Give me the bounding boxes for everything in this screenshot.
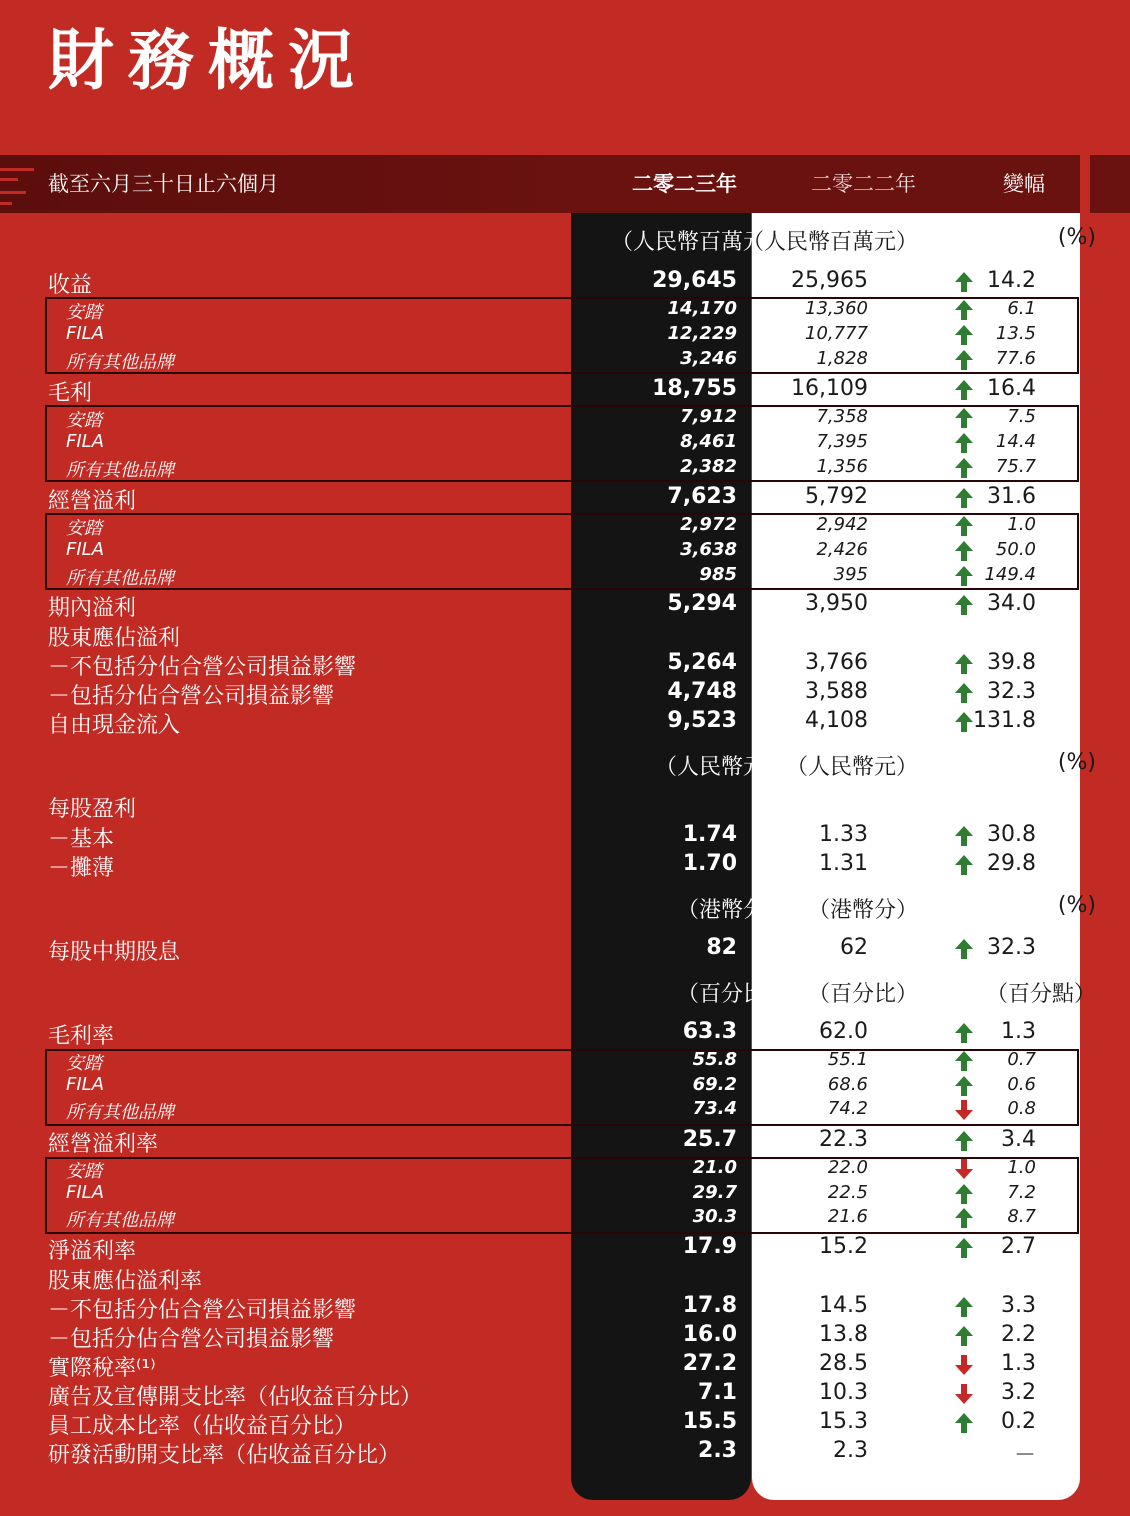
value-change: 3.2 [1001,1380,1036,1405]
row-label: －不包括分佔合營公司損益影響 [48,655,357,680]
row-label: －包括分佔合營公司損益影響 [48,1327,335,1352]
row-label: FILA [66,1182,105,1203]
row-label: 經營溢利率 [48,1132,159,1157]
brand-breakdown-box [45,1157,1079,1234]
row-label: －包括分佔合營公司損益影響 [48,684,335,709]
brand-breakdown-box [45,297,1079,374]
arrow-up-icon [955,1131,973,1155]
value-change: 7.5 [1007,406,1036,427]
value-2023: 2,382 [680,456,737,477]
value-change: 30.8 [987,822,1036,847]
row-label: 員工成本比率（佔收益百分比） [48,1414,357,1439]
table-row [0,1438,1080,1466]
value-2022: 7,395 [816,431,868,452]
row-label: 安踏 [66,518,102,539]
value-change: 75.7 [995,456,1036,477]
value-2022: 22.5 [827,1182,868,1203]
unit-label-y2022: （人民幣百萬元） [741,230,918,255]
value-2023: 2,972 [680,514,737,535]
row-label: FILA [66,539,105,560]
value-2022: 2,942 [816,514,868,535]
row-label: 安踏 [66,302,102,323]
arrow-up-icon [955,1413,973,1437]
value-2023: 4,748 [667,679,737,704]
value-2023: 16.0 [682,1322,737,1347]
value-change: 1.3 [1001,1351,1036,1376]
row-label: 安踏 [66,1161,102,1182]
value-2023: 3,246 [680,348,737,369]
value-change: 16.4 [987,376,1036,401]
value-change: 29.8 [987,851,1036,876]
value-2023: 17.8 [682,1293,737,1318]
value-2022: 1.31 [819,851,868,876]
arrow-up-icon [955,272,973,296]
unit-label-change: (%) [1057,750,1096,775]
value-2023: 7,912 [680,406,737,427]
value-change: 1.3 [1001,1019,1036,1044]
row-label: －不包括分佔合營公司損益影響 [48,1298,357,1323]
table-row [0,1351,1080,1379]
value-2023: 21.0 [692,1157,737,1178]
header-band-stub [1090,155,1130,213]
value-2022: 13,360 [805,298,868,319]
page-title: 財務概況 [48,22,368,99]
table-row [0,376,1080,404]
table-row [0,621,1080,649]
value-2023: 18,755 [652,376,737,401]
value-change: 3.3 [1001,1293,1036,1318]
value-2023: 1.74 [682,822,737,847]
value-2022: 55.1 [827,1049,868,1070]
arrow-up-icon [955,855,973,879]
table-row [0,1322,1080,1350]
row-label: 毛利率 [48,1024,115,1049]
unit-label-y2023: （人民幣百萬元） [610,230,787,255]
value-2022: 15.2 [819,1234,868,1259]
value-change: 1.0 [1007,1157,1036,1178]
value-change: 0.7 [1007,1049,1036,1070]
row-label: 每股盈利 [48,797,137,822]
value-2023: 5,264 [667,650,737,675]
value-2022: 28.5 [819,1351,868,1376]
value-2023: 55.8 [692,1049,737,1070]
table-row [0,650,1080,678]
value-change: 1.0 [1007,514,1036,535]
row-label: 毛利 [48,381,93,406]
brush-stroke [0,191,26,194]
value-2023: 29,645 [652,268,737,293]
arrow-up-icon [955,826,973,850]
value-2022: 10.3 [819,1380,868,1405]
table-row [0,1127,1080,1155]
value-2023: 82 [706,935,737,960]
table-row [0,1409,1080,1437]
value-2022: 74.2 [827,1098,868,1119]
brand-breakdown-box [45,513,1079,590]
value-2023: 5,294 [667,591,737,616]
arrow-up-icon [955,1238,973,1262]
value-change: 39.8 [987,650,1036,675]
row-label: －基本 [48,827,115,852]
arrow-up-icon [955,1297,973,1321]
row-label: FILA [66,1074,105,1095]
value-2022: 2.3 [833,1438,868,1463]
value-change: 50.0 [995,539,1036,560]
arrow-up-icon [955,1326,973,1350]
value-2023: 73.4 [692,1098,737,1119]
value-change: 2.2 [1001,1322,1036,1347]
value-2022: 13.8 [819,1322,868,1347]
value-2023: 985 [699,564,737,585]
brush-stroke [0,168,34,171]
value-2022: 4,108 [805,708,868,733]
value-change: 14.2 [987,268,1036,293]
table-row [0,679,1080,707]
arrow-up-icon [955,654,973,678]
row-label: 每股中期股息 [48,940,181,965]
value-2022: 1,828 [816,348,868,369]
value-2023: 17.9 [682,1234,737,1259]
table-row [0,708,1080,736]
value-2022: 14.5 [819,1293,868,1318]
row-label: －攤薄 [48,856,115,881]
value-2023: 30.3 [692,1206,737,1227]
value-2022: 22.0 [827,1157,868,1178]
value-2022: 22.3 [819,1127,868,1152]
table-row [0,822,1080,850]
value-2023: 27.2 [682,1351,737,1376]
value-2023: 8,461 [680,431,737,452]
row-label: 淨溢利率 [48,1239,137,1264]
value-change: 149.4 [984,564,1036,585]
arrow-up-icon [955,939,973,963]
value-change: 14.4 [995,431,1036,452]
arrow-down-icon [955,1355,973,1379]
value-2022: 395 [833,564,868,585]
row-label: 股東應佔溢利率 [48,1269,203,1294]
row-label: 研發活動開支比率（佔收益百分比） [48,1443,401,1468]
row-label: 安踏 [66,410,102,431]
value-2023: 1.70 [682,851,737,876]
unit-label-y2022: （港幣分） [807,898,918,923]
table-row [0,484,1080,512]
unit-label-change: (%) [1057,225,1096,250]
row-label: 所有其他品牌 [66,352,174,373]
unit-label-change: (%) [1057,893,1096,918]
value-change: 77.6 [995,348,1036,369]
value-2023: 12,229 [667,323,737,344]
unit-label-y2023: （百分比） [676,982,787,1007]
value-2023: 7.1 [698,1380,737,1405]
value-2023: 15.5 [682,1409,737,1434]
row-label: 所有其他品牌 [66,1102,174,1123]
table-row [0,792,1080,820]
row-label: 廣告及宣傳開支比率（佔收益百分比） [48,1385,423,1410]
value-2022: 25,965 [791,268,868,293]
value-2023: 69.2 [692,1074,737,1095]
brand-breakdown-box [45,1049,1079,1126]
row-label: 所有其他品牌 [66,568,174,589]
value-change: － [1013,1443,1036,1468]
table-row [0,591,1080,619]
row-label: 股東應佔溢利 [48,626,181,651]
arrow-up-icon [955,488,973,512]
table-row [0,935,1080,963]
value-change: 34.0 [987,591,1036,616]
value-change: 7.2 [1007,1182,1036,1203]
table-row [0,1293,1080,1321]
arrow-up-icon [955,380,973,404]
value-change: 6.1 [1007,298,1036,319]
row-label: 所有其他品牌 [66,460,174,481]
unit-label-y2022: （人民幣元） [785,755,918,780]
value-change: 0.2 [1001,1409,1036,1434]
value-change: 2.7 [1001,1234,1036,1259]
value-2023: 14,170 [667,298,737,319]
value-2022: 10,777 [805,323,868,344]
table-row [0,1019,1080,1047]
value-2022: 16,109 [791,376,868,401]
header-period: 截至六月三十日止六個月 [48,172,279,196]
value-2022: 1.33 [819,822,868,847]
row-label: 實際稅率⁽¹⁾ [48,1356,156,1381]
arrow-up-icon [955,595,973,619]
value-2022: 3,588 [805,679,868,704]
row-label: 經營溢利 [48,489,137,514]
unit-label-y2023: （人民幣元） [654,755,787,780]
value-2023: 9,523 [667,708,737,733]
row-label: 自由現金流入 [48,713,181,738]
value-change: 3.4 [1001,1127,1036,1152]
value-change: 131.8 [973,708,1036,733]
value-2023: 25.7 [682,1127,737,1152]
unit-label-y2022: （百分比） [807,982,918,1007]
table-row [0,268,1080,296]
row-label: FILA [66,323,105,344]
unit-label-y2023: （港幣分） [676,898,787,923]
table-row [0,1264,1080,1292]
value-change: 32.3 [987,679,1036,704]
arrow-up-icon [955,683,973,707]
header-2022: 二零二二年 [811,172,916,196]
value-2023: 7,623 [667,484,737,509]
value-2023: 2.3 [698,1438,737,1463]
value-2022: 1,356 [816,456,868,477]
table-row [0,1234,1080,1262]
value-2022: 2,426 [816,539,868,560]
value-2022: 3,766 [805,650,868,675]
header-change: 變幅 [1003,172,1045,196]
value-2022: 62 [840,935,868,960]
brush-stroke [0,178,18,181]
brush-stroke [0,202,12,205]
brand-breakdown-box [45,405,1079,482]
arrow-up-icon [955,1023,973,1047]
row-label: FILA [66,431,105,452]
value-change: 13.5 [995,323,1036,344]
value-2023: 63.3 [682,1019,737,1044]
row-label: 所有其他品牌 [66,1210,174,1231]
arrow-down-icon [955,1384,973,1408]
value-change: 32.3 [987,935,1036,960]
value-change: 8.7 [1007,1206,1036,1227]
value-2022: 68.6 [827,1074,868,1095]
row-label: 收益 [48,273,93,298]
value-2022: 15.3 [819,1409,868,1434]
value-2022: 7,358 [816,406,868,427]
table-row [0,851,1080,879]
header-2023: 二零二三年 [632,172,737,196]
value-change: 0.8 [1007,1098,1036,1119]
table-row [0,1380,1080,1408]
value-2022: 3,950 [805,591,868,616]
value-change: 0.6 [1007,1074,1036,1095]
arrow-up-icon [955,712,973,736]
row-label: 期內溢利 [48,596,137,621]
value-2023: 29.7 [692,1182,737,1203]
value-2022: 5,792 [805,484,868,509]
value-2022: 21.6 [827,1206,868,1227]
value-2023: 3,638 [680,539,737,560]
value-2022: 62.0 [819,1019,868,1044]
unit-label-change: （百分點） [985,982,1096,1007]
value-change: 31.6 [987,484,1036,509]
row-label: 安踏 [66,1053,102,1074]
